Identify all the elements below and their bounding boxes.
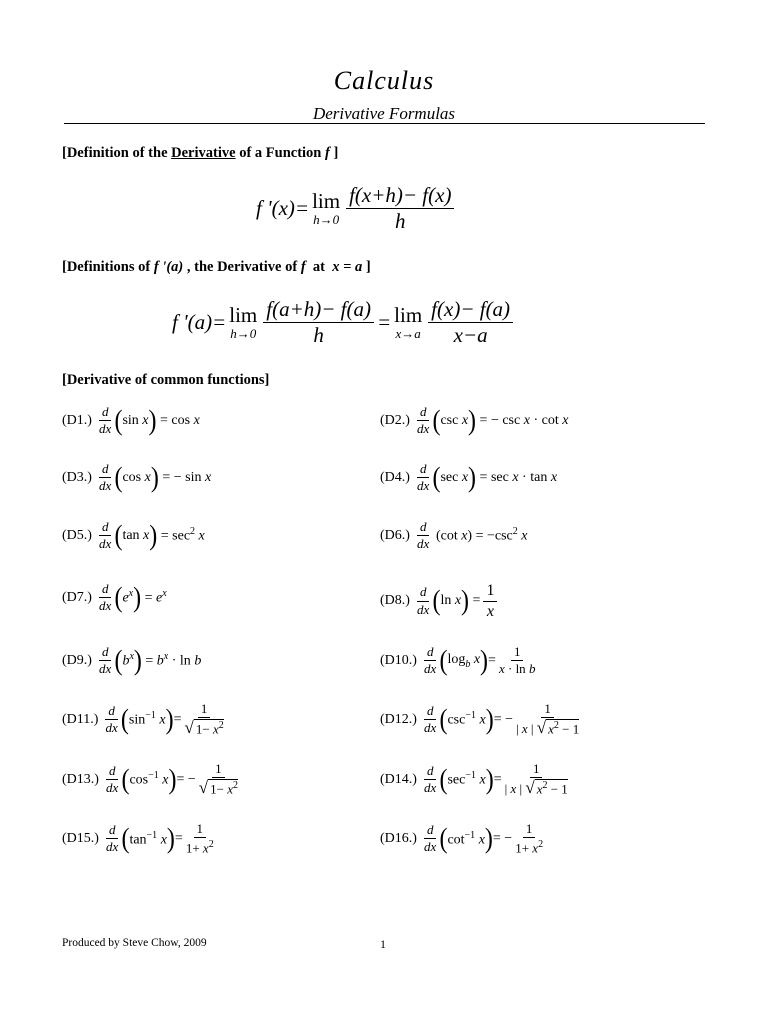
formula-d9: (D9.) $\frac{d}{dx}$ ( $b^x$ ) = $b^x \cdot \ln b$: [62, 644, 202, 677]
formula-d12: (D12.) $\frac{d}{dx}$ ( $\csc^{-1} x$ ) = − 1 | x | √ $x^2 - 1$: [380, 701, 580, 738]
section-definition-heading: [Definition of the Derivative of a Function f ]: [62, 145, 339, 161]
formula-d10: (D10.) $\frac{d}{dx}$ ( $\log_b x$ ) = $\frac{1}{\text{x · ln b}}$: [380, 644, 536, 677]
definition-formula: f '(x)= lim h→0 $\frac{f(x+h)- f(x)}{h}$: [256, 184, 457, 233]
formula-d6: (D6.) $\frac{d}{dx}$ (cot $x) = -\csc^2$ x: [380, 519, 528, 552]
formula-d8: (D8.) $\frac{d}{dx}$ ( ln x ) = $\frac{1}{x}$: [380, 582, 500, 620]
formula-d11: (D11.) $\frac{d}{dx}$ ( $\sin^{-1} x$ ) = 1 √ $1- x^2$: [62, 701, 224, 738]
formula-d4: (D4.) $\frac{d}{dx}$ ( sec x ) = sec x · tan x: [380, 461, 558, 494]
formula-d15: (D15.) $\frac{d}{dx}$ ( $\tan^{-1} x$ ) = $\frac{1}{1+ x^2}$: [62, 821, 214, 856]
definition-at-a-formula: f '(a)= lim h→0 $\frac{f(a+h)- f(a)}{h}$ = lim x→a $\frac{f(x)- f(a)}{x-a}$: [172, 298, 516, 347]
formula-d14: (D14.) $\frac{d}{dx}$ ( $\sec^{-1} x$ ) = 1 | x | √ $x^2 - 1$: [380, 761, 568, 798]
page-subtitle: Derivative Formulas: [312, 104, 456, 123]
derivative-link[interactable]: Derivative: [171, 145, 236, 161]
formula-d5: (D5.) $\frac{d}{dx}$ ( tan x ) = $\sec^2 x$: [62, 519, 205, 552]
formula-d13: (D13.) $\frac{d}{dx}$ ( $\cos^{-1} x$ ) = − 1 √ $1- x^2$: [62, 761, 238, 798]
page-title: Calculus: [333, 66, 435, 95]
page-number: 1: [380, 937, 386, 951]
footer-credit: Produced by Steve Chow, 2009: [62, 937, 207, 949]
title-divider: [64, 123, 705, 124]
section-common-heading: [Derivative of common functions]: [62, 372, 270, 388]
formula-d1: (D1.) $\frac{d}{dx}$ ( sin x ) = cos x: [62, 404, 200, 437]
formula-d16: (D16.) $\frac{d}{dx}$ ( $\cot^{-1} x$ ) = − $\frac{1}{1+ x^2}$: [380, 821, 544, 856]
formula-d7: (D7.) $\frac{d}{dx}$ ( $e^x$ ) = $e^x$: [62, 581, 167, 614]
formula-d2: (D2.) $\frac{d}{dx}$ ( csc x ) = − csc x · cot x: [380, 404, 569, 437]
section-definition-at-a-heading: [Definitions of f '(a) , the Derivative of f at x = a ]: [62, 259, 371, 275]
formula-d3: (D3.) $\frac{d}{dx}$ ( cos x ) = − sin x: [62, 461, 212, 494]
